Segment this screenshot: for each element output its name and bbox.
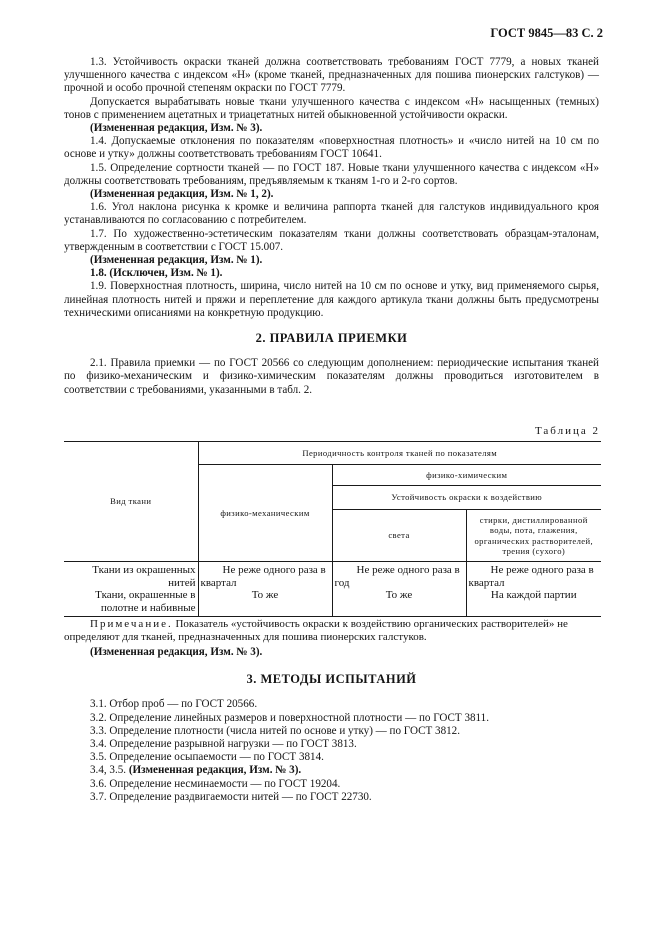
section-2-title: 2. ПРАВИЛА ПРИЕМКИ	[255, 331, 408, 346]
edition-prefix: 3.4, 3.5.	[90, 764, 127, 777]
edition-note: (Измененная редакция, Изм. № 3).	[90, 122, 263, 135]
cell-sveta: То же	[332, 589, 466, 617]
header-ustoichivost: Устойчивость окраски к воздействию	[332, 486, 601, 510]
cell-fizmech: Не реже одного раза в квартал	[198, 562, 332, 590]
paragraph-1-4: 1.4. Допускаемые отклонения по показателям «поверхностная плотность» и «число нитей на 10 см по основе и утку» должны соответствовать требованиям ГОСТ 10641.	[64, 135, 599, 161]
cell-sveta: Не реже одного раза в год	[332, 562, 466, 590]
list-item: 3.1. Отбор проб — по ГОСТ 20566.	[90, 698, 258, 711]
header-sveta: света	[332, 510, 466, 562]
page-header: ГОСТ 9845—83 С. 2	[490, 26, 603, 40]
cell-stirki: Не реже одного раза в квартал	[466, 562, 601, 590]
cell-vid: Ткани из окрашенных нитей	[92, 564, 196, 589]
list-item: 3.6. Определение несминаемости — по ГОСТ 19204.	[90, 777, 341, 790]
paragraph-1-6: 1.6. Угол наклона рисунка к кромке и величина раппорта тканей для галстуков индивидуального кроя устанавливаются по согласованию с потребителем.	[64, 201, 599, 227]
table-row	[64, 589, 601, 617]
note-text: Показатель «устойчивость окраски к воздействию органических растворителей» не определяют для тканей, предназначенных для пошива пионерских галстуков.	[64, 618, 568, 643]
table-2	[64, 441, 601, 617]
list-item: 3.3. Определение плотности (числа нитей по основе и утку) — по ГОСТ 3812.	[90, 724, 461, 737]
paragraph-1-3: 1.3. Устойчивость окраски тканей должна соответствовать требованиям ГОСТ 7779, а новых тканей улучшенного качества с индексом «Н» (кроме тканей, предназначенных для пошива пионерских галстуков) — прочной и особо прочной степеням окраски по ГОСТ 7779.	[64, 56, 599, 95]
section-3-title: 3. МЕТОДЫ ИСПЫТАНИЙ	[246, 672, 417, 687]
paragraph-1-5: 1.5. Определение сортности тканей — по ГОСТ 187. Новые ткани улучшенного качества с индексом «Н» должны соответствовать требованиям, предъявляемым к тканям 1-го и 2-го сортов.	[64, 161, 599, 187]
edition-note: (Измененная редакция, Изм. № 3).	[128, 764, 302, 777]
edition-note-3-4-3-5	[64, 764, 599, 777]
header-fiz-chem: физико-химическим	[332, 465, 601, 486]
table-caption: Таблица 2	[534, 425, 600, 437]
table-note	[64, 618, 599, 644]
edition-note: (Измененная редакция, Изм. № 1).	[90, 254, 263, 267]
edition-note: (Измененная редакция, Изм. № 3).	[90, 646, 263, 658]
header-stirki: стирки, дистиллированной воды, пота, глажения, органических растворителей, трения (сухого)	[466, 510, 601, 562]
list-item: 3.7. Определение раздвигаемости нитей — по ГОСТ 22730.	[90, 790, 372, 803]
cell-stirki: На каждой партии	[466, 589, 601, 617]
paragraph-1-8: 1.8. (Исключен, Изм. № 1).	[90, 267, 223, 280]
header-periodicity: Периодичность контроля тканей по показателям	[198, 442, 601, 465]
paragraph-1-3-addendum: Допускается вырабатывать новые ткани улучшенного качества с индексом «Н» насыщенных (темных) тонов с применением ацетатных и триацетатных нитей обыкновенной устойчивости окраски.	[64, 95, 599, 121]
cell-fizmech: То же	[198, 589, 332, 617]
table-row	[64, 562, 601, 590]
paragraph-1-7: 1.7. По художественно-эстетическим показателям ткани должны соответствовать образцам-эталонам, утвержденным в соответствии с ГОСТ 15.007.	[64, 227, 599, 253]
note-label: Примечание.	[90, 618, 173, 630]
section-1-text	[64, 56, 599, 397]
paragraph-1-9: 1.9. Поверхностная плотность, ширина, число нитей на 10 см по основе и утку, вид применяемого сырья, линейная плотность нитей и пряжи и переплетение для каждого артикула ткани должны быть предусмотрены техническими описаниями на конкретную продукцию.	[64, 280, 599, 319]
list-item: 3.2. Определение линейных размеров и поверхностной плотности — по ГОСТ 3811.	[90, 711, 489, 724]
header-fiz-mech: физико-механическим	[198, 465, 332, 562]
edition-note: (Измененная редакция, Изм. № 1, 2).	[90, 188, 274, 201]
header-vid-tkani: Вид ткани	[64, 442, 198, 562]
list-item: 3.4. Определение разрывной нагрузки — по ГОСТ 3813.	[90, 738, 357, 751]
cell-vid: Ткани, окрашенные в полотне и набивные	[64, 589, 198, 617]
paragraph-2-1: 2.1. Правила приемки — по ГОСТ 20566 со следующим дополнением: периодические испытания тканей по физико-механическим и физико-химическим показателям должны проводиться изготовителем в соответствии с требованиями, указанными в табл. 2.	[64, 357, 599, 396]
list-item: 3.5. Определение осыпаемости — по ГОСТ 3814.	[90, 751, 324, 764]
section-3-text	[64, 646, 599, 804]
